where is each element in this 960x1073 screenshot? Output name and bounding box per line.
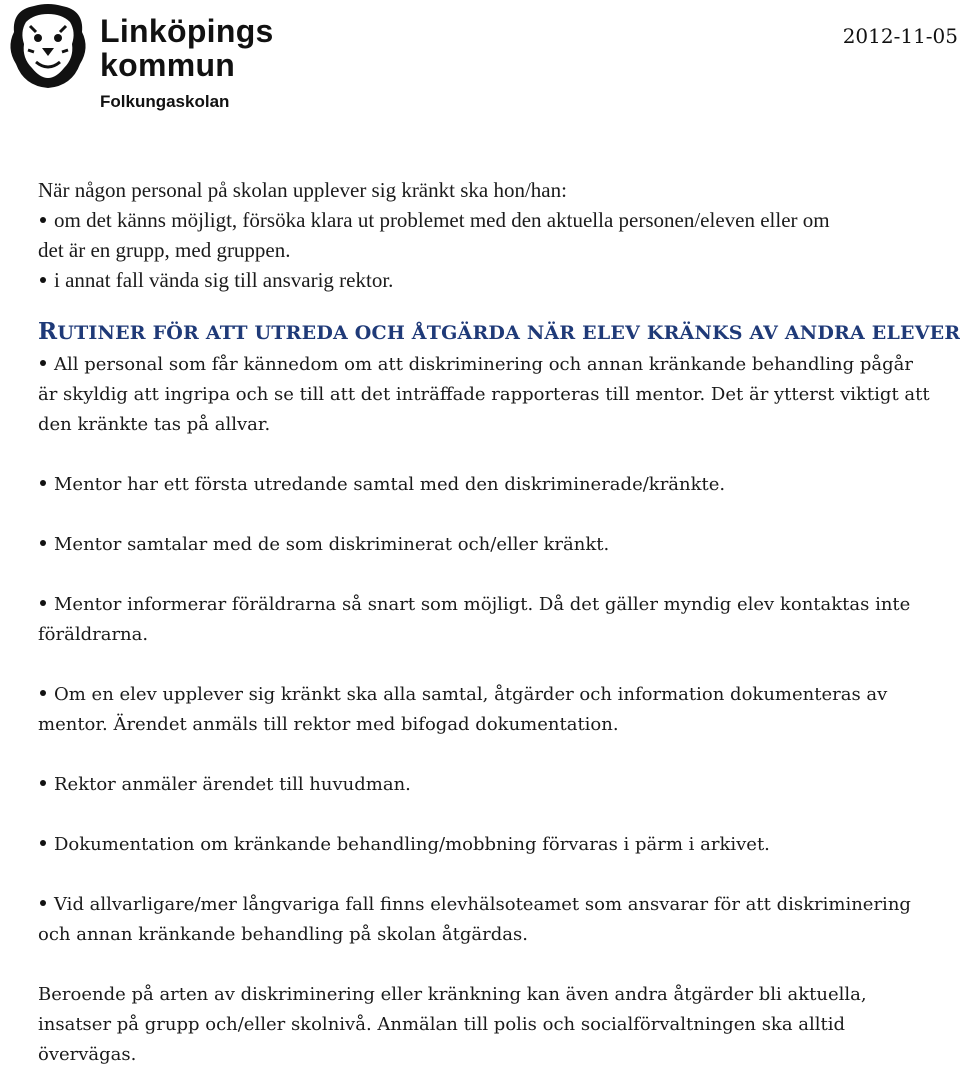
list-item-cont: den kränkte tas på allvar. xyxy=(38,414,271,435)
list-item-text: Om en elev upplever sig kränkt ska alla samtal, åtgärder och information dokumenteras av xyxy=(54,684,888,705)
bullet-icon xyxy=(40,600,46,606)
lion-crest-logo-icon xyxy=(4,2,92,90)
bullet-icon xyxy=(40,840,46,846)
bullet-icon xyxy=(40,780,46,786)
bullet-icon xyxy=(40,277,46,283)
list-item-text: Mentor informerar föräldrarna så snart som möjligt. Då det gäller myndig elev kontaktas inte xyxy=(54,594,911,615)
bullet-icon xyxy=(40,217,46,223)
heading-initial: R xyxy=(38,318,58,345)
intro-section xyxy=(38,175,938,295)
intro-bullet-1 xyxy=(38,205,938,235)
list-item xyxy=(38,350,953,380)
municipality-wordmark xyxy=(100,14,274,82)
closing-paragraph-line: övervägas. xyxy=(38,1044,137,1065)
list-item-cont: och annan kränkande behandling på skolan åtgärdas. xyxy=(38,924,528,945)
list-item-text: Mentor samtalar med de som diskriminerat och/eller kränkt. xyxy=(54,534,610,555)
bullet-text: i annat fall vända sig till ansvarig rektor. xyxy=(54,268,394,292)
routines-list xyxy=(38,350,953,1070)
intro-bullet-2 xyxy=(38,265,938,295)
list-item-cont: är skyldig att ingripa och se till att det inträffade rapporteras till mentor. Det är ytterst viktigt att xyxy=(38,384,930,405)
list-item-cont: föräldrarna. xyxy=(38,624,149,645)
bullet-icon xyxy=(40,480,46,486)
bullet-icon xyxy=(40,360,46,366)
heading-rest: UTINER FÖR ATT UTREDA OCH ÅTGÄRDA NÄR ELEV KRÄNKS AV ANDRA ELEVER xyxy=(57,322,960,344)
closing-paragraph-line: Beroende på arten av diskriminering eller kränkning kan även andra åtgärder bli aktuella, xyxy=(38,984,867,1005)
list-item-text: Vid allvarligare/mer långvariga fall finns elevhälsoteamet som ansvarar för att diskriminering xyxy=(54,894,911,915)
list-item xyxy=(38,890,953,920)
list-item-text: All personal som får kännedom om att diskriminering och annan kränkande behandling pågår xyxy=(54,354,913,375)
document-header xyxy=(0,0,960,120)
list-item xyxy=(38,590,953,620)
school-name: Folkungaskolan xyxy=(100,92,230,111)
list-item xyxy=(38,530,953,560)
wordmark-line-2: kommun xyxy=(100,47,236,83)
list-item xyxy=(38,470,953,500)
list-item xyxy=(38,680,953,710)
bullet-text: om det känns möjligt, försöka klara ut problemet med den aktuella personen/eleven eller om xyxy=(54,208,830,232)
intro-lead: När någon personal på skolan upplever sig kränkt ska hon/han: xyxy=(38,178,567,202)
bullet-icon xyxy=(40,540,46,546)
list-item-text: Mentor har ett första utredande samtal med den diskriminerade/kränkte. xyxy=(54,474,726,495)
bullet-icon xyxy=(40,690,46,696)
document-date: 2012-11-05 xyxy=(842,24,958,48)
bullet-icon xyxy=(40,900,46,906)
section-heading xyxy=(38,318,960,345)
list-item xyxy=(38,770,953,800)
closing-paragraph-line: insatser på grupp och/eller skolnivå. Anmälan till polis och socialförvaltningen ska alltid xyxy=(38,1014,846,1035)
list-item xyxy=(38,830,953,860)
list-item-cont: mentor. Ärendet anmäls till rektor med bifogad dokumentation. xyxy=(38,714,619,735)
wordmark-line-1: Linköpings xyxy=(100,13,274,49)
list-item-text: Rektor anmäler ärendet till huvudman. xyxy=(54,774,411,795)
intro-bullet-1-cont: det är en grupp, med gruppen. xyxy=(38,238,291,262)
list-item-text: Dokumentation om kränkande behandling/mobbning förvaras i pärm i arkivet. xyxy=(54,834,770,855)
